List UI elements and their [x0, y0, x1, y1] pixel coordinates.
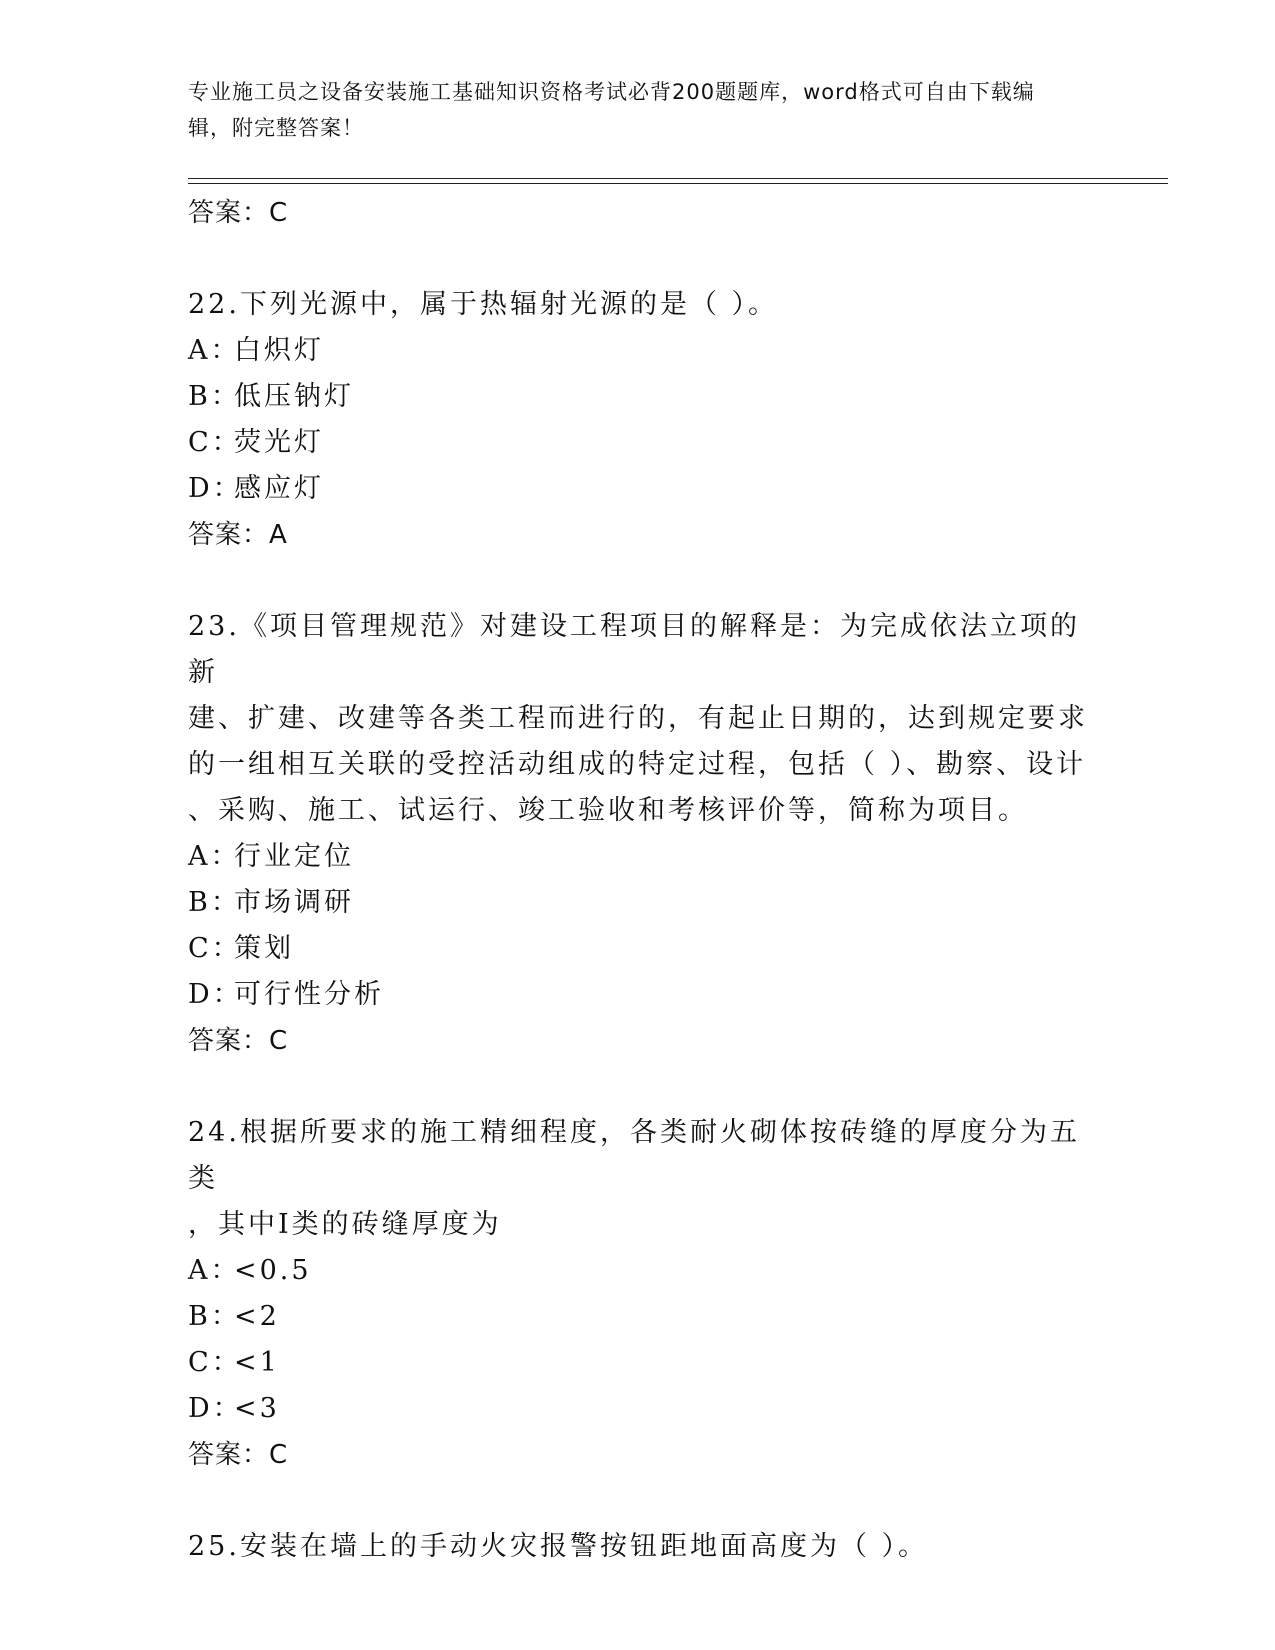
option-text: 低压钠灯	[234, 381, 354, 412]
option-text: 感应灯	[234, 473, 324, 504]
option-key: A：	[188, 1255, 241, 1286]
question-23-line-1: 23.《项目管理规范》对建设工程项目的解释是：为完成依法立项的新	[188, 611, 1080, 688]
question-24-option-a	[188, 1248, 1088, 1294]
option-text: 市场调研	[234, 887, 354, 918]
spacer	[188, 558, 1088, 604]
option-text: 白炽灯	[234, 335, 324, 366]
question-23-line-2: 建、扩建、改建等各类工程而进行的，有起止日期的，达到规定要求	[188, 703, 1088, 734]
option-key: B：	[188, 1301, 241, 1332]
question-24-line-1: 24.根据所要求的施工精细程度，各类耐火砌体按砖缝的厚度分为五类	[188, 1117, 1080, 1194]
question-22-option-b	[188, 374, 1088, 420]
spacer	[188, 236, 1088, 282]
question-24-option-d	[188, 1386, 1088, 1432]
option-text: 策划	[234, 933, 294, 964]
header-divider-top	[188, 178, 1168, 179]
question-24	[188, 1110, 1088, 1478]
question-23-option-c	[188, 926, 1088, 972]
answer-21: 答案：C	[188, 198, 289, 228]
question-25-text: 25.安装在墙上的手动火灾报警按钮距地面高度为（ ）。	[188, 1531, 929, 1562]
option-key: B：	[188, 887, 241, 918]
question-23-line-4: 、采购、施工、试运行、竣工验收和考核评价等，简称为项目。	[188, 795, 1028, 826]
option-key: D：	[188, 1393, 243, 1424]
question-24-option-c	[188, 1340, 1088, 1386]
option-key: B：	[188, 381, 241, 412]
answer-24: 答案：C	[188, 1440, 289, 1470]
option-text: <1	[234, 1347, 280, 1378]
question-23-option-a	[188, 834, 1088, 880]
option-key: C：	[188, 933, 242, 964]
option-text: <2	[234, 1301, 280, 1332]
question-24-line-2: ，其中Ⅰ类的砖缝厚度为	[188, 1209, 502, 1240]
option-text: 可行性分析	[234, 979, 384, 1010]
document-header	[188, 74, 1078, 146]
question-22-option-a	[188, 328, 1088, 374]
header-title: 专业施工员之设备安装施工基础知识资格考试必背200题题库，word格式可自由下载编辑，附完整答案！	[188, 80, 1035, 140]
answer-23: 答案：C	[188, 1026, 289, 1056]
option-key: D：	[188, 473, 243, 504]
question-23-option-b	[188, 880, 1088, 926]
spacer	[188, 1478, 1088, 1524]
option-key: A：	[188, 841, 241, 872]
question-23-option-d	[188, 972, 1088, 1018]
option-text: <0.5	[234, 1255, 312, 1286]
option-key: A：	[188, 335, 241, 366]
question-22	[188, 282, 1088, 558]
option-text: 行业定位	[234, 841, 354, 872]
question-22-option-d	[188, 466, 1088, 512]
option-key: C：	[188, 427, 242, 458]
option-text: 荧光灯	[234, 427, 324, 458]
question-23	[188, 604, 1088, 1064]
header-divider-bottom	[188, 183, 1168, 184]
answer-22: 答案：A	[188, 520, 288, 550]
question-22-option-c	[188, 420, 1088, 466]
option-text: <3	[234, 1393, 280, 1424]
question-25	[188, 1524, 1088, 1570]
spacer	[188, 1064, 1088, 1110]
question-22-text: 22.下列光源中，属于热辐射光源的是（ ）。	[188, 289, 779, 320]
question-23-line-3: 的一组相互关联的受控活动组成的特定过程，包括（ ）、勘察、设计	[188, 749, 1087, 780]
option-key: C：	[188, 1347, 242, 1378]
question-24-option-b	[188, 1294, 1088, 1340]
question-list	[188, 190, 1088, 1570]
option-key: D：	[188, 979, 243, 1010]
